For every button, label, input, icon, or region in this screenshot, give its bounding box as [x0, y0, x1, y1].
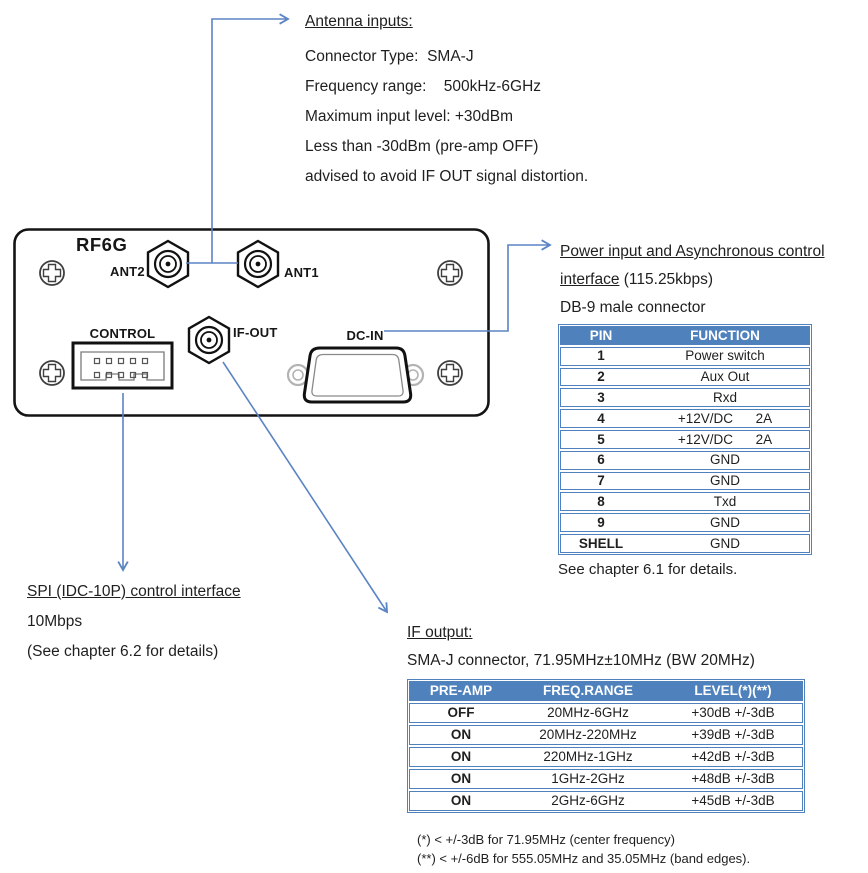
- table-cell: 2GHz-6GHz: [551, 794, 625, 808]
- table-cell: 1GHz-2GHz: [551, 772, 625, 786]
- sma-connector-ant2: [148, 241, 188, 287]
- db9-table-body: [560, 347, 810, 553]
- table-header-cell: PIN: [589, 328, 613, 343]
- table-cell: ON: [450, 728, 472, 742]
- table-cell: GND: [710, 474, 740, 488]
- table-cell: 220MHz-1GHz: [543, 750, 633, 764]
- table-cell: Power switch: [685, 349, 765, 363]
- table-row: [560, 472, 810, 491]
- panel-model-label: RF6G: [76, 234, 128, 255]
- table-cell: Aux Out: [700, 370, 750, 384]
- if-table-body: [409, 703, 803, 811]
- antenna-note-title: Antenna inputs:: [305, 13, 413, 30]
- table-cell: +12V/DC 2A: [677, 432, 773, 447]
- table-cell: +30dB +/-3dB: [691, 706, 775, 720]
- antenna-note: [305, 8, 588, 192]
- table-row: [409, 747, 803, 767]
- table-cell: +45dB +/-3dB: [691, 794, 775, 808]
- ant1-label: ANT1: [284, 265, 319, 280]
- table-row: [560, 409, 810, 428]
- table-row: [560, 388, 810, 407]
- note-line: Frequency range: 500kHz-6GHz: [305, 78, 542, 95]
- table-row: [560, 492, 810, 511]
- power-note-title-interface: interface: [560, 271, 620, 288]
- dc-in-label: DC-IN: [346, 328, 384, 343]
- table-cell: ON: [450, 772, 472, 786]
- table-cell: +12V/DC 2A: [677, 411, 773, 426]
- note-line: Maximum input level: +30dBm: [305, 108, 514, 125]
- ant2-label: ANT2: [110, 264, 145, 279]
- table-cell: Txd: [713, 495, 737, 509]
- table-row: [409, 769, 803, 789]
- spi-note: [27, 577, 241, 667]
- if-out-label: IF-OUT: [233, 325, 278, 340]
- note-line: (See chapter 6.2 for details): [27, 643, 219, 660]
- table-row: [560, 513, 810, 532]
- table-cell: OFF: [447, 706, 475, 720]
- device-panel: [13, 228, 490, 417]
- table-cell: +39dB +/-3dB: [691, 728, 775, 742]
- spi-note-title: SPI (IDC-10P) control interface: [27, 583, 241, 600]
- power-note-title-line1: Power input and Asynchronous control: [560, 243, 825, 260]
- if-output-table: [407, 679, 805, 813]
- note-line: Less than -30dBm (pre-amp OFF): [305, 138, 539, 155]
- table-header-row: [409, 681, 803, 701]
- table-cell: ON: [450, 750, 472, 764]
- table-cell: 20MHz-6GHz: [547, 706, 629, 720]
- antenna-note-lines: [305, 42, 588, 192]
- db9-table-footer: See chapter 6.1 for details.: [558, 560, 738, 578]
- table-cell: 7: [597, 474, 605, 488]
- table-cell: +48dB +/-3dB: [691, 772, 775, 786]
- table-cell: 8: [597, 495, 605, 509]
- note-line: 10Mbps: [27, 613, 83, 630]
- if-note-subtitle: SMA-J connector, 71.95MHz±10MHz (BW 20MHz): [407, 652, 755, 669]
- sma-connector-if-out: [189, 317, 229, 363]
- table-cell: ON: [450, 794, 472, 808]
- table-header-row: [560, 326, 810, 345]
- spi-note-lines: [27, 607, 241, 667]
- idc10p-connector: [73, 343, 172, 388]
- table-cell: 3: [597, 391, 605, 405]
- note-line: Connector Type: SMA-J: [305, 48, 474, 65]
- power-note-title-rate: (115.25kbps): [619, 271, 714, 288]
- table-row: [409, 703, 803, 723]
- table-cell: SHELL: [578, 536, 624, 551]
- table-cell: 4: [597, 411, 605, 426]
- table-row: [560, 430, 810, 449]
- footnote-line: (**) < +/-6dB for 555.05MHz and 35.05MHz (band edges).: [417, 851, 751, 866]
- sma-connector-ant1: [238, 241, 278, 287]
- table-cell: 20MHz-220MHz: [539, 728, 637, 742]
- table-cell: 1: [597, 349, 605, 363]
- table-cell: +42dB +/-3dB: [691, 750, 775, 764]
- table-header-cell: PRE-AMP: [429, 684, 493, 698]
- table-cell: 5: [597, 432, 605, 447]
- table-header-cell: FUNCTION: [690, 328, 760, 343]
- table-cell: GND: [710, 536, 740, 551]
- table-cell: 2: [597, 370, 605, 384]
- control-label: CONTROL: [89, 326, 156, 341]
- table-cell: GND: [710, 515, 740, 530]
- table-row: [560, 347, 810, 366]
- table-header-cell: LEVEL(*)(**): [694, 684, 772, 698]
- table-row: [409, 725, 803, 745]
- table-header-cell: FREQ.RANGE: [542, 684, 633, 698]
- table-row: [560, 451, 810, 470]
- panel-drawing: [13, 228, 490, 417]
- if-note: [407, 619, 847, 868]
- table-row: [560, 368, 810, 387]
- if-note-footnotes: [407, 830, 847, 868]
- if-note-title: IF output:: [407, 624, 473, 641]
- db9-pin-table: [558, 324, 812, 555]
- table-cell: GND: [710, 453, 740, 467]
- table-cell: 9: [597, 515, 605, 530]
- table-row: [409, 791, 803, 811]
- footnote-line: (*) < +/-3dB for 71.95MHz (center frequency): [417, 832, 675, 847]
- antenna-arrow-line: [212, 19, 288, 263]
- power-note-subtitle: DB-9 male connector: [560, 299, 706, 316]
- power-note: [560, 238, 865, 578]
- table-row: [560, 534, 810, 553]
- table-cell: 6: [597, 453, 605, 467]
- note-line: advised to avoid IF OUT signal distortion.: [305, 168, 589, 185]
- power-note-title-line2: [560, 266, 865, 294]
- table-cell: Rxd: [712, 391, 737, 405]
